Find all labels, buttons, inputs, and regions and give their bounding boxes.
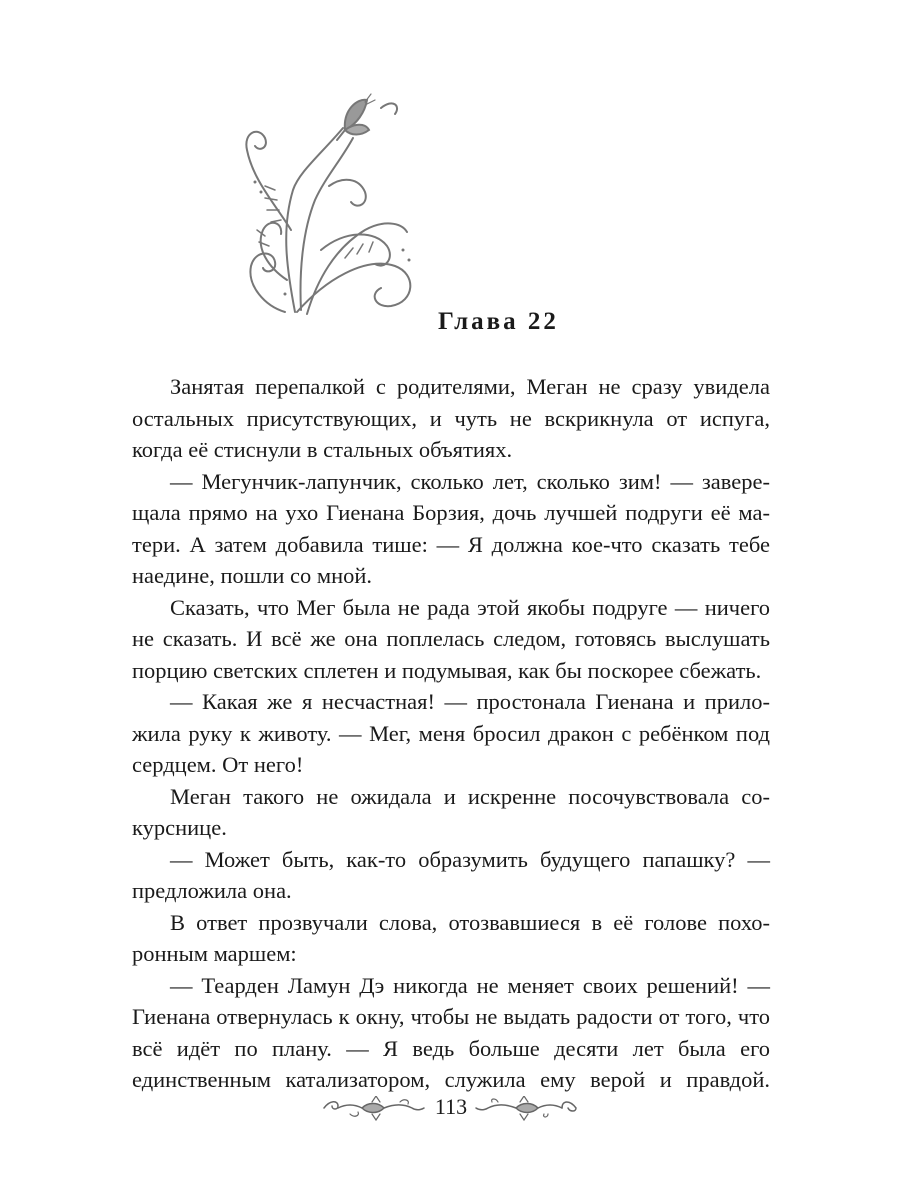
floral-ornament-icon [225,80,425,340]
paragraph: — Может быть, как-то образумить будущего папашку? — предложила она. [132,846,770,903]
body-text [132,371,770,1096]
paragraph: В ответ прозвучали слова, отозвавшиеся в её голове похоронным маршем: [132,909,770,966]
paragraph: Сказать, что Мег была не рада этой якобы подруге — ничего не сказать. И всё же она поплелась следом, готовясь выслушать порцию светских сплетен и подумывая, как бы поскорее сбежать. [132,594,770,683]
paragraph: — Мегунчик-лапунчик, сколько лет, сколько зим! — заверещала прямо на ухо Гиенана Борзия, дочь лучшей подруги её матери. А затем добавила тише: — Я должна кое-что сказать тебе наедине, пошли со мной. [132,468,770,588]
paragraph: — Теарден Ламун Дэ никогда не меняет своих решений! — Гиенана отвернулась к окну, чтобы не выдать радости от того, что всё идёт по плану. — Я ведь больше десяти лет была его единственным катализатором, служила ему верой и правдой. [132,972,770,1092]
paragraph: Занятая перепалкой с родителями, Меган не сразу увидела остальных присутствующих, и чуть не вскрикнула от испуга, когда её стиснули в стальных объятиях. [132,374,770,462]
page-footer [320,1090,580,1130]
chapter-title: Глава 22 [438,308,559,335]
vine-ornament-left-icon [320,1096,428,1122]
paragraph: — Какая же я несчастная! — простонала Гиенана и приложила руку к животу. — Мег, меня бросил дракон с ребёнком под сердцем. От него! [132,689,770,777]
page-number: 113 [434,1094,468,1119]
vine-ornament-right-icon [472,1096,580,1122]
paragraph: Меган такого не ожидала и искренне посочувствовала сокурснице. [132,783,770,840]
